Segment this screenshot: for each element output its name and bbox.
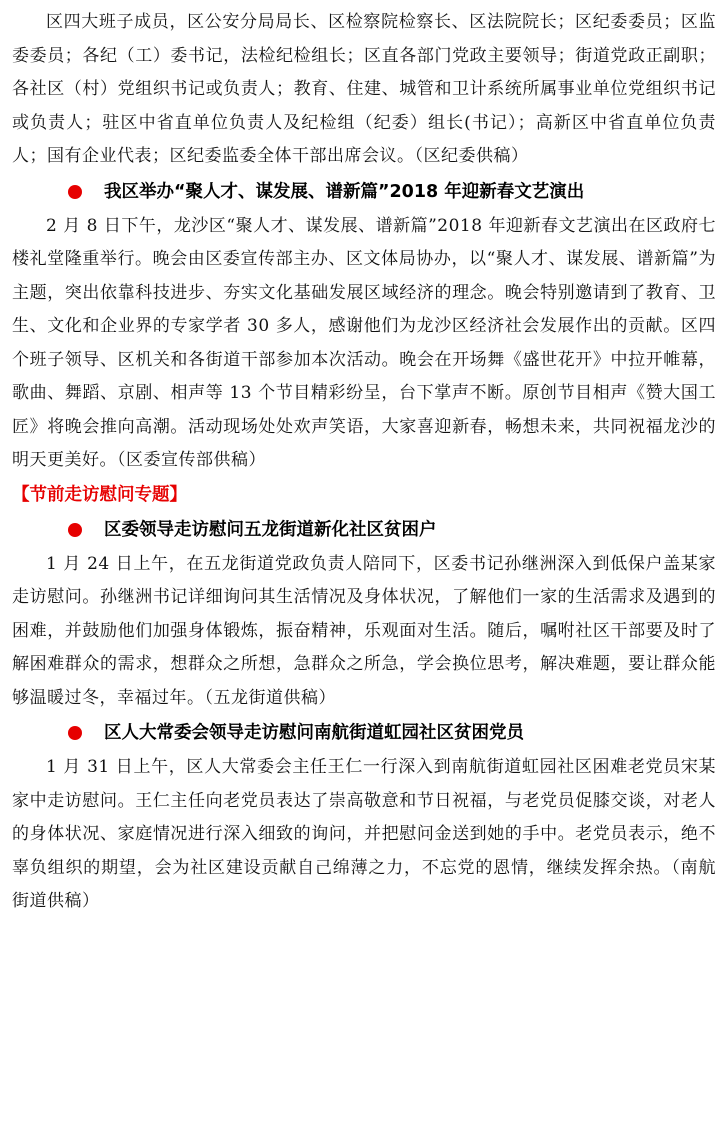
article-body-wulong: 1 月 24 日上午，在五龙街道党政负责人陪同下，区委书记孙继洲深入到低保户盖某家走访慰问。孙继洲书记详细询问其生活情况及身体状况，了解他们一家的生活需求及遇到的困难，并鼓励他们加强身体锻炼，振奋精神，乐观面对生活。随后，嘱咐社区干部要及时了解困难群众的需求，想群众之所想，急群众之所急，学会换位思考，解决难题，要让群众能够温暖过冬，幸福过年。（五龙街道供稿） [12,553,716,708]
article-body-nanhang: 1 月 31 日上午，区人大常委会主任王仁一行深入到南航街道虹园社区困难老党员宋某家中走访慰问。王仁主任向老党员表达了崇高敬意和节日祝福，与老党员促膝交谈，对老人的身体状况、家庭情况进行深入细致的询问，并把慰问金送到她的手中。老党员表示，绝不辜负组织的期望，会为社区建设贡献自己绵薄之力，不忘党的恩情，继续发挥余热。（南航街道供稿） [12,757,716,911]
article-heading-gala [12,174,716,210]
red-bullet-icon [68,726,82,740]
article-body-gala: 2 月 8 日下午，龙沙区“聚人才、谋发展、谱新篇”2018 年迎新春文艺演出在区政府七楼礼堂隆重举行。晚会由区委宣传部主办、区文体局协办，以“聚人才、谋发展、谱新篇”为主题，突出依靠科技进步、夯实文化基础发展区域经济的理念。晚会特别邀请到了教育、卫生、文化和企业界的专家学者 30 多人，感谢他们为龙沙区经济社会发展作出的贡献。区四个班子领导、区机关和各街道干部参加本次活动。晚会在开场舞《盛世花开》中拉开帷幕，歌曲、舞蹈、京剧、相声等 13 个节目精彩纷呈，台下掌声不断。原创节目相声《赞大国工匠》将晚会推向高潮。活动现场处处欢声笑语，大家喜迎新春，畅想未来，共同祝福龙沙的明天更美好。（区委宣传部供稿） [12,215,716,470]
article-heading-wulong [12,512,716,548]
intro-paragraph: 区四大班子成员，区公安分局局长、区检察院检察长、区法院院长；区纪委委员；区监委委员；各纪（工）委书记，法检纪检组长；区直各部门党政主要领导；街道党政正副职；各社区（村）党组织书记或负责人；教育、住建、城管和卫计系统所属事业单位党组织书记或负责人；驻区中省直单位负责人及纪检组（纪委）组长(书记）；高新区中省直单位负责人；国有企业代表；区纪委监委全体干部出席会议。（区纪委供稿） [12,12,716,166]
red-bullet-icon [68,185,82,199]
article-heading-nanhang [12,715,716,751]
article-title: 区人大常委会领导走访慰问南航街道虹园社区贫困党员 [104,723,524,743]
article-title: 区委领导走访慰问五龙街道新化社区贫困户 [104,519,437,540]
red-bullet-icon [68,523,82,537]
article-title: 我区举办“聚人才、谋发展、谱新篇”2018 年迎新春文艺演出 [104,181,585,202]
section-title: 【节前走访慰问专题】 [12,484,187,505]
